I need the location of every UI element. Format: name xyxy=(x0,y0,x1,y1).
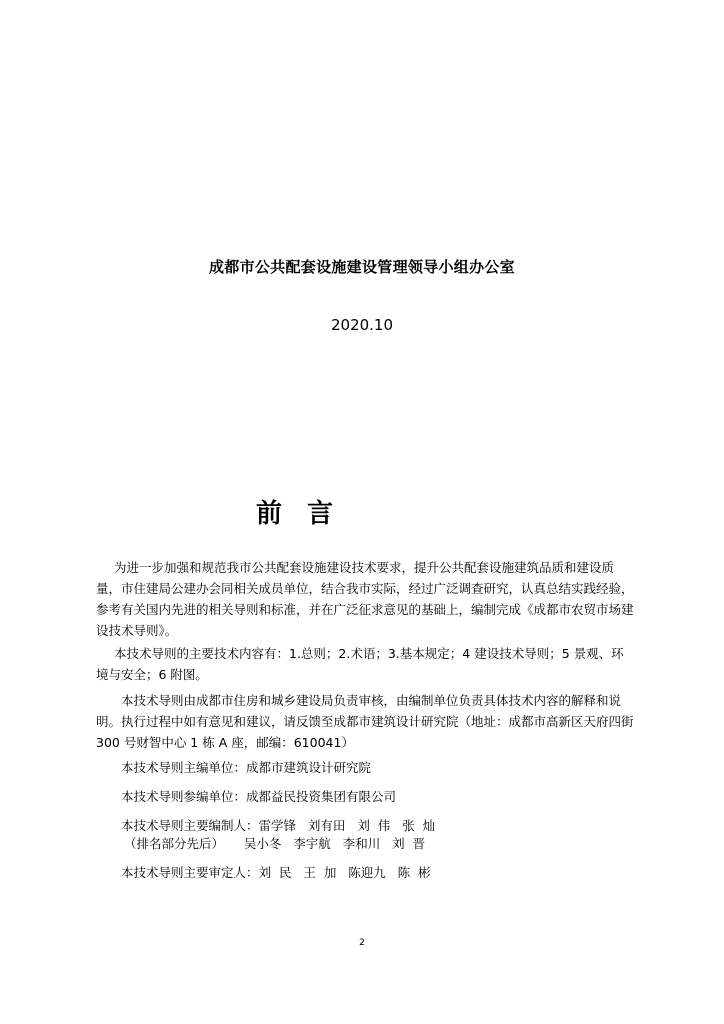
main-reviewers: 本技术导则主要审定人：刘 民 王 加 陈迎九 陈 彬 xyxy=(121,865,431,880)
main-editors-continued: （排名部分先后） 吴小冬 李宇航 李和川 刘 晋 xyxy=(124,836,426,851)
preface-paragraph-2: 本技术导则的主要技术内容有：1.总则；2.术语；3.基本规定；4 建设技术导则；5 景观、环境与安全；6 附图。 xyxy=(96,646,624,682)
preface-paragraph-3: 本技术导则由成都市住房和城乡建设局负责审核，由编制单位负责具体技术内容的解释和说明。执行过程中如有意见和建议，请反馈至成都市建筑设计研究院（地址：成都市高新区天府四街 300 号财智中心 1 栋 A 座，邮编：610041） xyxy=(96,693,634,750)
co-editing-unit: 本技术导则参编单位：成都益民投资集团有限公司 xyxy=(121,789,397,804)
issue-date: 2020.10 xyxy=(330,316,394,334)
preface-heading: 前 言 xyxy=(256,499,342,529)
page-number: 2 xyxy=(359,938,365,948)
chief-editing-unit: 本技术导则主编单位：成都市建筑设计研究院 xyxy=(121,760,372,775)
main-editors: 本技术导则主要编制人：雷学锋 刘有田 刘 伟 张 灿 xyxy=(121,818,436,833)
preface-paragraph-1: 为进一步加强和规范我市公共配套设施建设技术要求，提升公共配套设施建筑品质和建设质量，市住建局公建办会同相关成员单位，结合我市实际，经过广泛调查研究，认真总结实践经验，参考有关国内先进的相关导则和标准，并在广泛征求意见的基础上，编制完成《成都市农贸市场建设技术导则》。 xyxy=(96,560,634,638)
issuer-name: 成都市公共配套设施建设管理领导小组办公室 xyxy=(208,258,515,276)
